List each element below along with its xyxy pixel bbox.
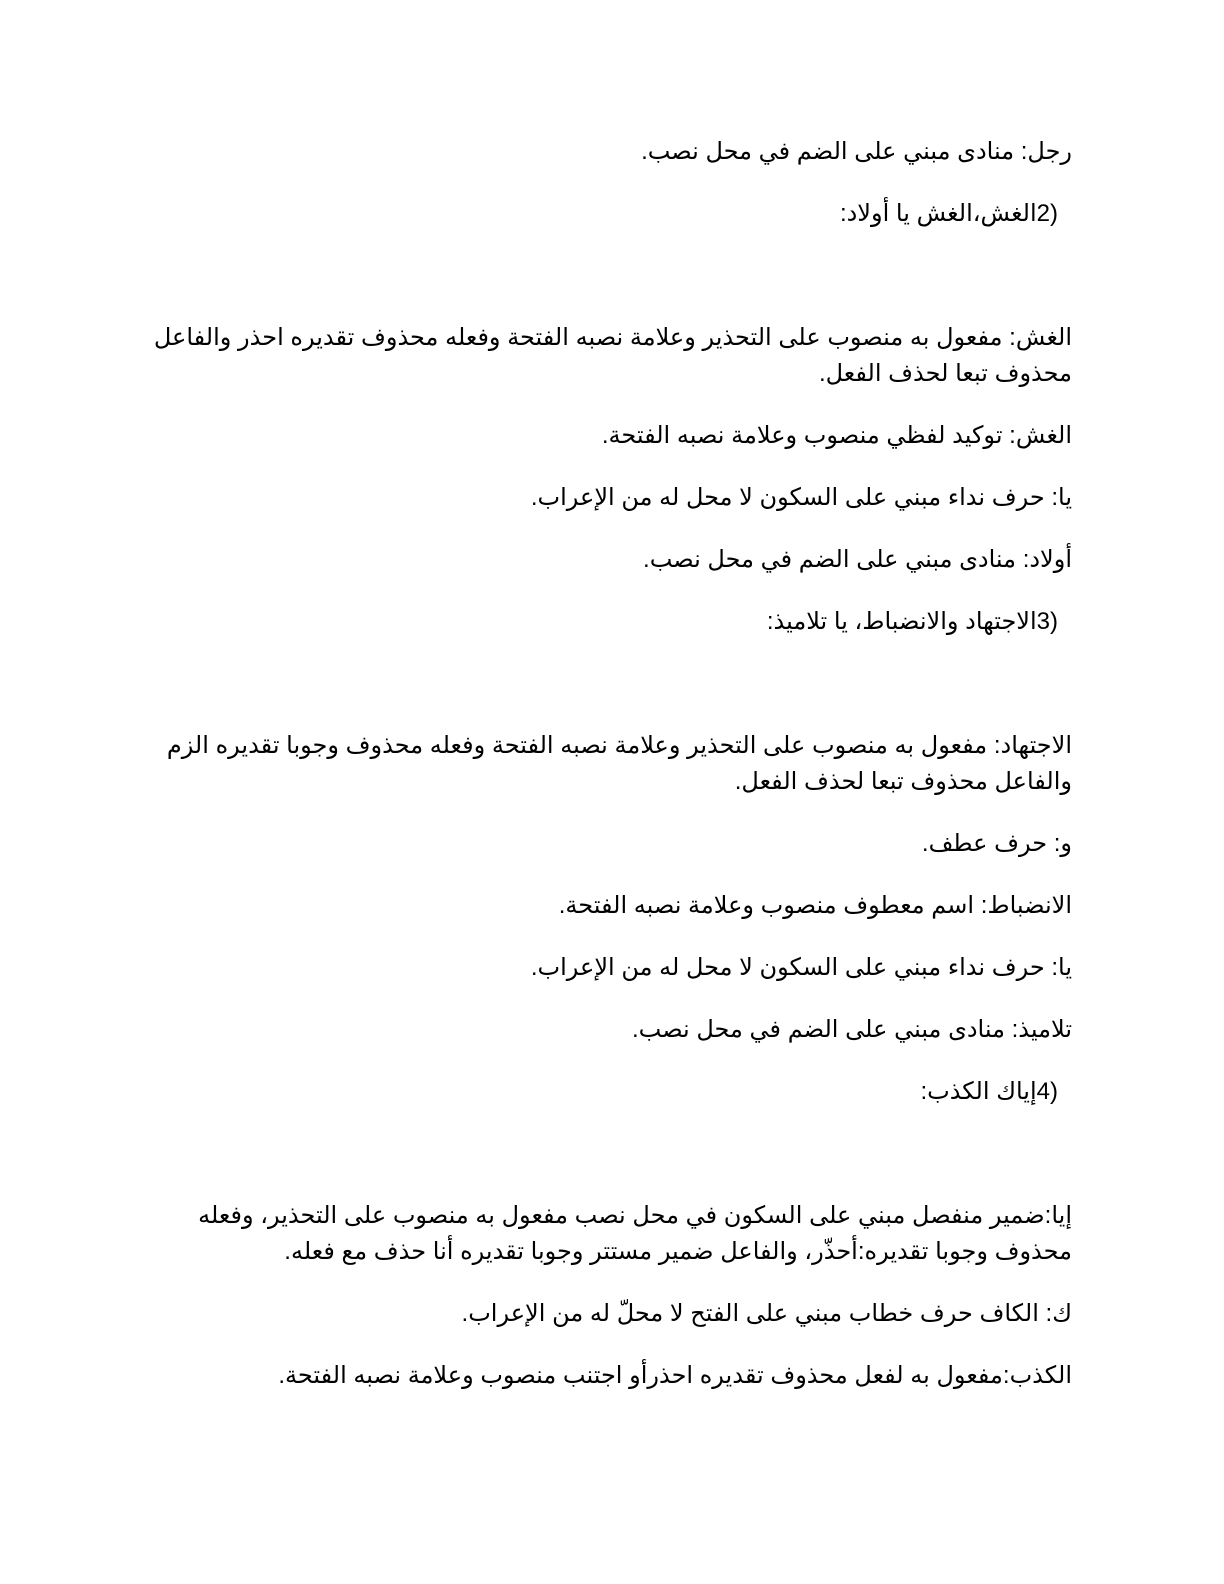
parsing-line: يا: حرف نداء مبني على السكون لا محل له من الإعراب. (530, 954, 1072, 981)
spacer (150, 1110, 1072, 1198)
parsing-line: و: حرف عطف. (921, 830, 1072, 857)
spacer (150, 232, 1072, 320)
exercise-heading: (4إياك الكذب: (920, 1078, 1058, 1105)
parsing-line: تلاميذ: منادى مبني على الضم في محل نصب. (631, 1016, 1072, 1043)
parsing-line: أولاد: منادى مبني على الضم في محل نصب. (643, 546, 1072, 573)
parsing-line: إيا:ضمير منفصل مبني على السكون في محل نصب مفعول به منصوب على التحذير، وفعله محذوف وجوبا تقديره:أحذّر، والفاعل ضمير مستتر وجوبا تقديره أنا حذف مع فعله. (198, 1202, 1072, 1265)
parsing-line: الغش: توكيد لفظي منصوب وعلامة نصبه الفتحة. (601, 422, 1072, 449)
parsing-line: رجل: منادى مبني على الضم في محل نصب. (641, 138, 1072, 165)
exercise-heading: (3الاجتهاد والانضباط، يا تلاميذ: (766, 608, 1058, 635)
exercise-heading: (2الغش،الغش يا أولاد: (839, 200, 1058, 227)
parsing-line: الغش: مفعول به منصوب على التحذير وعلامة نصبه الفتحة وفعله محذوف تقديره احذر والفاعل محذوف تبعا لحذف الفعل. (153, 324, 1072, 387)
document-body (150, 134, 1072, 1420)
parsing-line: ك: الكاف حرف خطاب مبني على الفتح لا محلّ له من الإعراب. (461, 1300, 1072, 1327)
spacer (150, 640, 1072, 728)
parsing-line: الكذب:مفعول به لفعل محذوف تقديره احذرأو اجتنب منصوب وعلامة نصبه الفتحة. (278, 1362, 1072, 1389)
parsing-line: يا: حرف نداء مبني على السكون لا محل له من الإعراب. (530, 484, 1072, 511)
parsing-line: الاجتهاد: مفعول به منصوب على التحذير وعلامة نصبه الفتحة وفعله محذوف وجوبا تقديره الزم والفاعل محذوف تبعا لحذف الفعل. (166, 732, 1072, 795)
parsing-line: الانضباط: اسم معطوف منصوب وعلامة نصبه الفتحة. (558, 892, 1072, 919)
